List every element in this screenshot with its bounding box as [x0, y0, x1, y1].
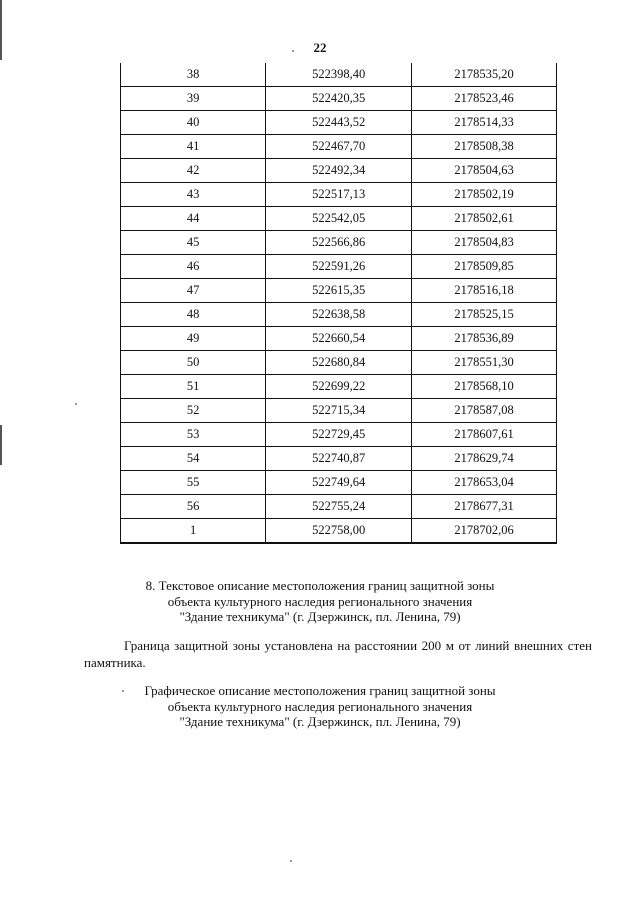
x-coordinate-cell: 522680,84 [266, 351, 412, 375]
table-row [121, 303, 557, 327]
y-coordinate-cell: 2178702,06 [412, 519, 557, 544]
y-coordinate-cell: 2178535,20 [412, 63, 557, 87]
page-number: 22 [313, 40, 327, 55]
point-number-cell: 47 [121, 279, 266, 303]
point-number-cell: 49 [121, 327, 266, 351]
point-number-cell: 55 [121, 471, 266, 495]
y-coordinate-cell: 2178514,33 [412, 111, 557, 135]
table-row [121, 423, 557, 447]
section-8-heading-line-3: "Здание техникума" (г. Дзержинск, пл. Ленина, 79) [179, 609, 461, 624]
coordinates-table [120, 63, 557, 544]
point-number-cell: 39 [121, 87, 266, 111]
x-coordinate-cell: 522467,70 [266, 135, 412, 159]
table-row [121, 207, 557, 231]
table-row [121, 111, 557, 135]
graphic-heading-line-1: Графическое описание местоположения границ защитной зоны [144, 683, 496, 698]
y-coordinate-cell: 2178525,15 [412, 303, 557, 327]
point-number-cell: 48 [121, 303, 266, 327]
y-coordinate-cell: 2178516,18 [412, 279, 557, 303]
point-number-cell: 44 [121, 207, 266, 231]
table-row [121, 231, 557, 255]
y-coordinate-cell: 2178587,08 [412, 399, 557, 423]
table-row [121, 519, 557, 544]
x-coordinate-cell: 522542,05 [266, 207, 412, 231]
y-coordinate-cell: 2178653,04 [412, 471, 557, 495]
point-number-cell: 54 [121, 447, 266, 471]
coordinates-table-body [121, 63, 557, 543]
point-number-cell: 56 [121, 495, 266, 519]
scan-speck [75, 403, 77, 405]
x-coordinate-cell: 522699,22 [266, 375, 412, 399]
table-row [121, 279, 557, 303]
y-coordinate-cell: 2178509,85 [412, 255, 557, 279]
y-coordinate-cell: 2178536,89 [412, 327, 557, 351]
graphic-heading-line-2: объекта культурного наследия регионального значения [167, 698, 473, 714]
point-number-cell: 52 [121, 399, 266, 423]
point-number-cell: 46 [121, 255, 266, 279]
point-number-cell: 45 [121, 231, 266, 255]
point-number-cell: 51 [121, 375, 266, 399]
point-number-cell: 40 [121, 111, 266, 135]
scan-speck [290, 860, 292, 862]
x-coordinate-cell: 522591,26 [266, 255, 412, 279]
y-coordinate-cell: 2178568,10 [412, 375, 557, 399]
y-coordinate-cell: 2178551,30 [412, 351, 557, 375]
x-coordinate-cell: 522638,58 [266, 303, 412, 327]
scan-edge-mark [0, 425, 2, 465]
x-coordinate-cell: 522517,13 [266, 183, 412, 207]
graphic-heading-line-3: "Здание техникума" (г. Дзержинск, пл. Ленина, 79) [179, 714, 461, 729]
x-coordinate-cell: 522715,34 [266, 399, 412, 423]
x-coordinate-cell: 522615,35 [266, 279, 412, 303]
table-row [121, 87, 557, 111]
section-8-heading-line-1: 8. Текстовое описание местоположения границ защитной зоны [145, 578, 495, 593]
table-row [121, 471, 557, 495]
table-row [121, 159, 557, 183]
table-row [121, 495, 557, 519]
y-coordinate-cell: 2178523,46 [412, 87, 557, 111]
point-number-cell: 50 [121, 351, 266, 375]
x-coordinate-cell: 522443,52 [266, 111, 412, 135]
y-coordinate-cell: 2178607,61 [412, 423, 557, 447]
point-number-cell: 38 [121, 63, 266, 87]
table-row [121, 447, 557, 471]
x-coordinate-cell: 522660,54 [266, 327, 412, 351]
x-coordinate-cell: 522758,00 [266, 519, 412, 544]
table-row [121, 327, 557, 351]
boundary-paragraph: Граница защитной зоны установлена на расстоянии 200 м от линий внешних стен памятника. [84, 638, 592, 670]
table-row [121, 255, 557, 279]
point-number-cell: 53 [121, 423, 266, 447]
table-row [121, 135, 557, 159]
graphic-description-heading [0, 683, 640, 730]
point-number-cell: 43 [121, 183, 266, 207]
table-row [121, 399, 557, 423]
y-coordinate-cell: 2178629,74 [412, 447, 557, 471]
y-coordinate-cell: 2178677,31 [412, 495, 557, 519]
x-coordinate-cell: 522740,87 [266, 447, 412, 471]
x-coordinate-cell: 522492,34 [266, 159, 412, 183]
point-number-cell: 1 [121, 519, 266, 544]
x-coordinate-cell: 522420,35 [266, 87, 412, 111]
table-row [121, 375, 557, 399]
table-row [121, 63, 557, 87]
table-row [121, 351, 557, 375]
point-number-cell: 42 [121, 159, 266, 183]
y-coordinate-cell: 2178504,63 [412, 159, 557, 183]
x-coordinate-cell: 522755,24 [266, 495, 412, 519]
y-coordinate-cell: 2178508,38 [412, 135, 557, 159]
section-8-heading-line-2: объекта культурного наследия регионального значения [167, 593, 473, 609]
point-number-cell: 41 [121, 135, 266, 159]
y-coordinate-cell: 2178502,19 [412, 183, 557, 207]
y-coordinate-cell: 2178504,83 [412, 231, 557, 255]
table-row [121, 183, 557, 207]
section-8-heading [0, 578, 640, 625]
x-coordinate-cell: 522749,64 [266, 471, 412, 495]
x-coordinate-cell: 522398,40 [266, 63, 412, 87]
x-coordinate-cell: 522729,45 [266, 423, 412, 447]
x-coordinate-cell: 522566,86 [266, 231, 412, 255]
y-coordinate-cell: 2178502,61 [412, 207, 557, 231]
